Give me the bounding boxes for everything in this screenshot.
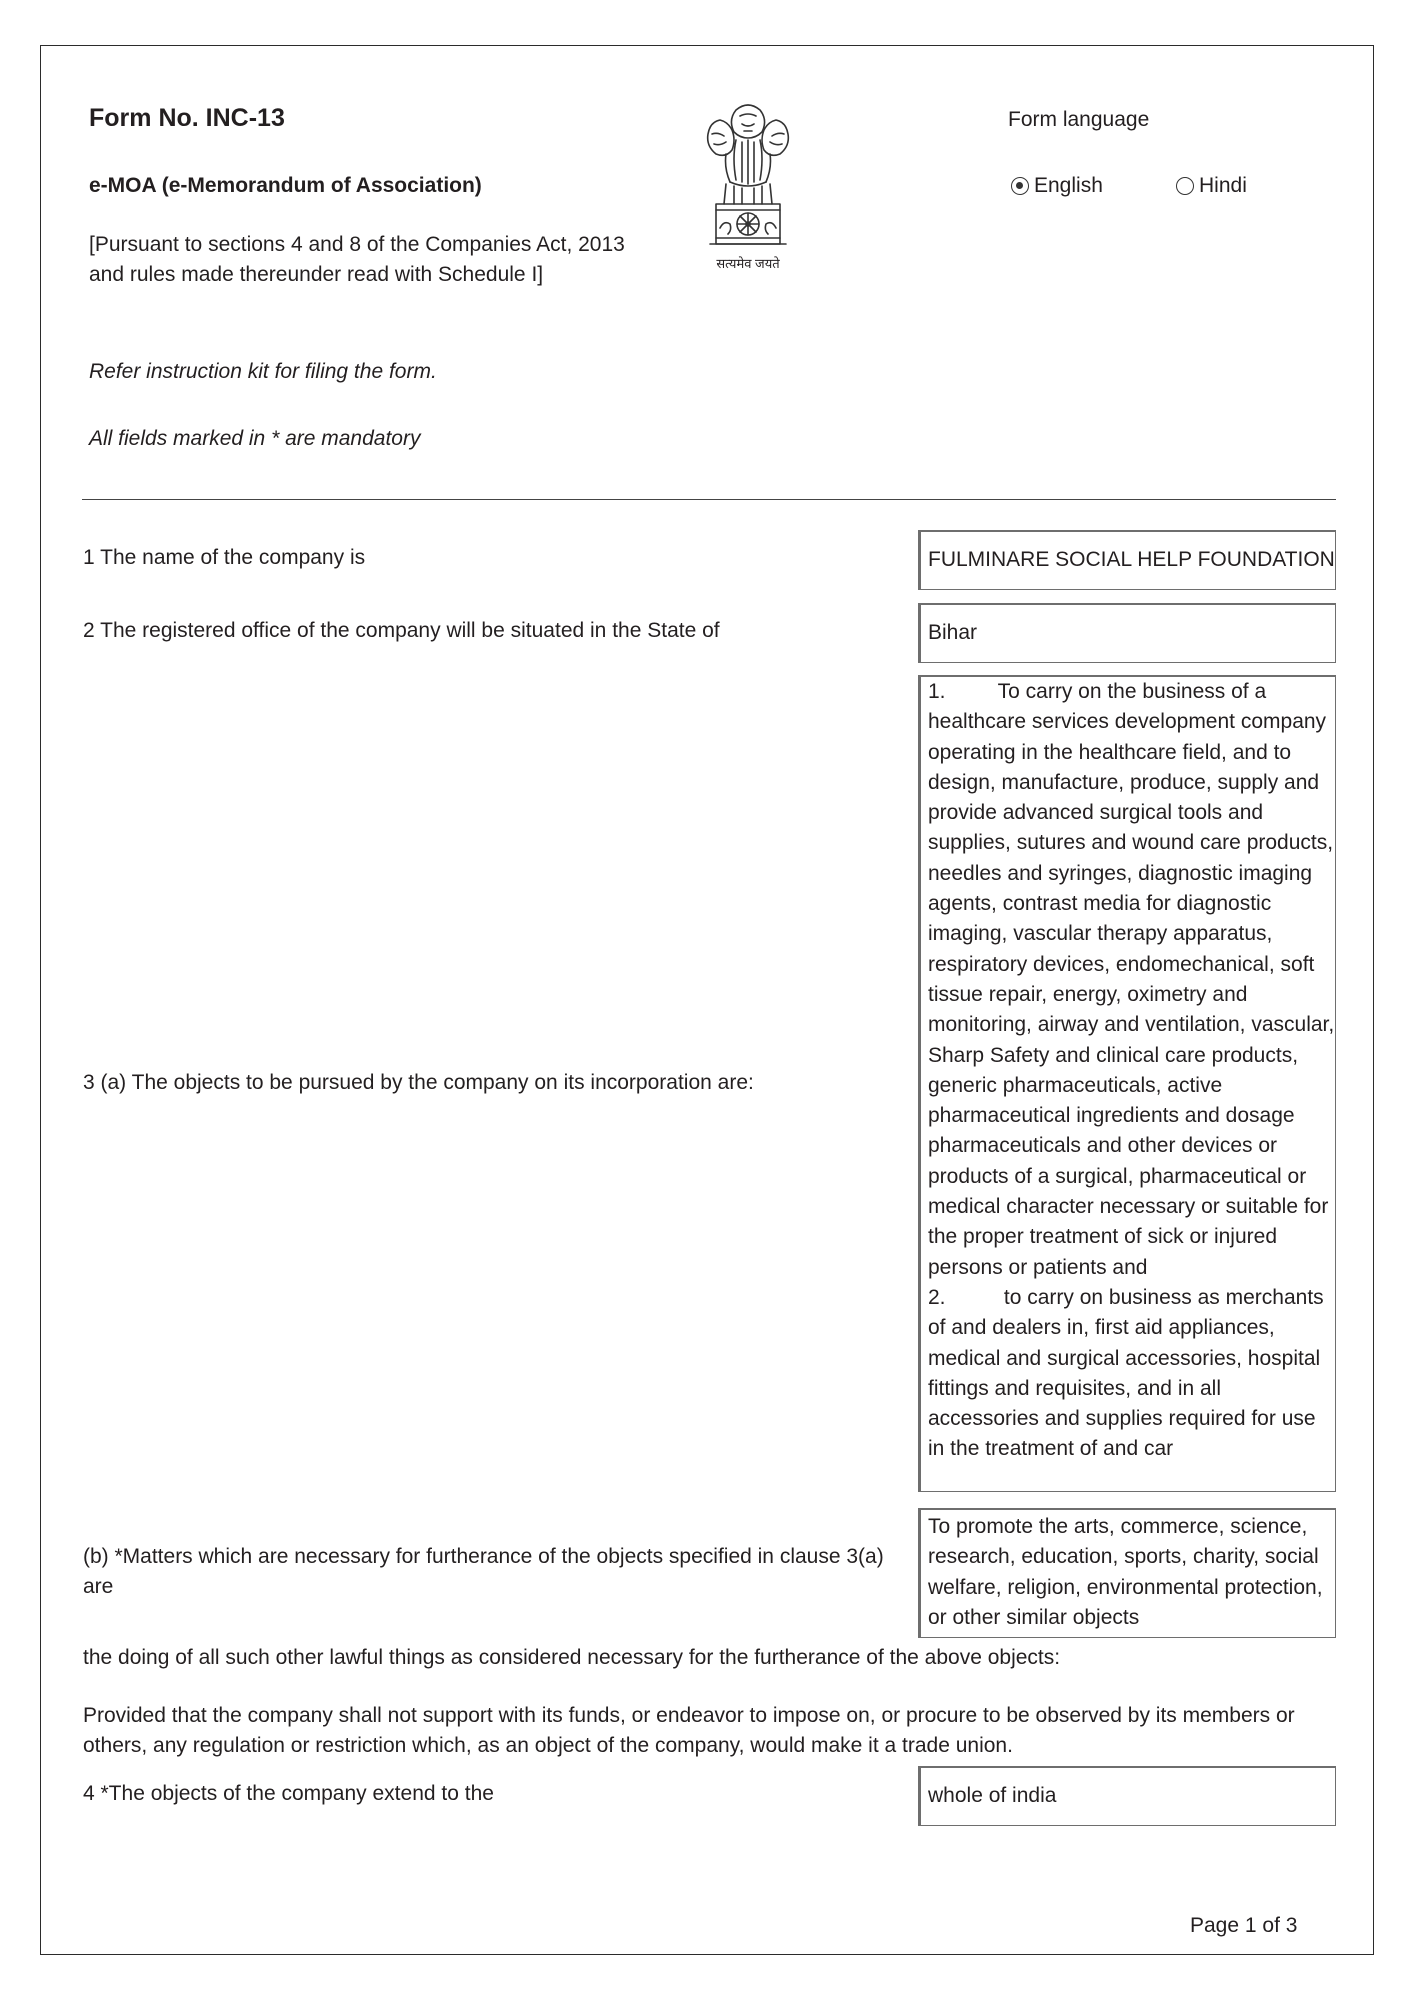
emblem-motto: सत्यमेव जयते	[716, 256, 780, 271]
objects-label: 3 (a) The objects to be pursued by the company on its incorporation are:	[83, 1071, 754, 1094]
pursuant-text: [Pursuant to sections 4 and 8 of the Companies Act, 2013 and rules made thereunder read with Schedule I]	[89, 233, 625, 286]
company-name-label: 1 The name of the company is	[83, 546, 366, 569]
form-language-label: Form language	[1008, 108, 1150, 131]
radio-unselected-icon[interactable]	[1176, 177, 1194, 195]
lawful-things-text: the doing of all such other lawful things as considered necessary for the furtherance of the above objects:	[83, 1646, 1061, 1669]
language-option-label: Hindi	[1199, 174, 1247, 197]
radio-selected-icon[interactable]	[1011, 177, 1029, 195]
page-number: Page 1 of 3	[1190, 1914, 1298, 1937]
language-radio-hindi[interactable]	[1176, 174, 1247, 198]
instruction-kit-note: Refer instruction kit for filing the form.	[89, 360, 437, 383]
form-name-title: e-MOA (e-Memorandum of Association)	[89, 174, 482, 197]
registered-state-field[interactable]	[918, 603, 1336, 663]
matters-textarea[interactable]: To promote the arts, commerce, science, research, education, sports, charity, social welfare, religion, environmental protection, or other similar objects	[918, 1508, 1336, 1638]
objects-extent-value: whole of india	[928, 1784, 1057, 1808]
mandatory-fields-note: All fields marked in * are mandatory	[89, 427, 421, 450]
header-divider	[82, 499, 1336, 500]
national-emblem-icon	[696, 98, 800, 278]
objects-extent-field[interactable]	[918, 1766, 1336, 1826]
form-number-title: Form No. INC-13	[89, 104, 285, 132]
company-name-field[interactable]	[918, 530, 1336, 590]
company-name-value: FULMINARE SOCIAL HELP FOUNDATION	[928, 548, 1335, 572]
matters-label: (b) *Matters which are necessary for furtherance of the objects specified in clause 3(a) are	[83, 1545, 884, 1598]
language-radio-english[interactable]	[1011, 174, 1103, 198]
registered-state-label: 2 The registered office of the company will be situated in the State of	[83, 619, 720, 642]
objects-extent-label: 4 *The objects of the company extend to the	[83, 1782, 494, 1805]
proviso-text: Provided that the company shall not support with its funds, or endeavor to impose on, or procure to be observed by its members or others, any regulation or restriction which, as an object of the company, would make it a trade union.	[83, 1704, 1295, 1757]
objects-textarea[interactable]: 1. To carry on the business of a healthcare services development company operating in the healthcare field, and to design, manufacture, produce, supply and provide advanced surgical tools and supplies, sutures and wound care products, needles and syringes, diagnostic imaging agents, contrast media for diagnostic imaging, vascular therapy apparatus, respiratory devices, endomechanical, soft tissue repair, energy, oximetry and monitoring, airway and ventilation, vascular, Sharp Safety and clinical care products, generic pharmaceuticals, active pharmaceutical ingredients and dosage pharmaceuticals and other devices or products of a surgical, pharmaceutical or medical character necessary or suitable for the proper treatment of sick or injured persons or patients and 2. to carry on business as merchants of and dealers in, first aid appliances, medical and surgical accessories, hospital fittings and requisites, and in all accessories and supplies required for use in the treatment of and car	[918, 675, 1336, 1492]
registered-state-value: Bihar	[928, 621, 978, 645]
language-option-label: English	[1034, 174, 1103, 197]
